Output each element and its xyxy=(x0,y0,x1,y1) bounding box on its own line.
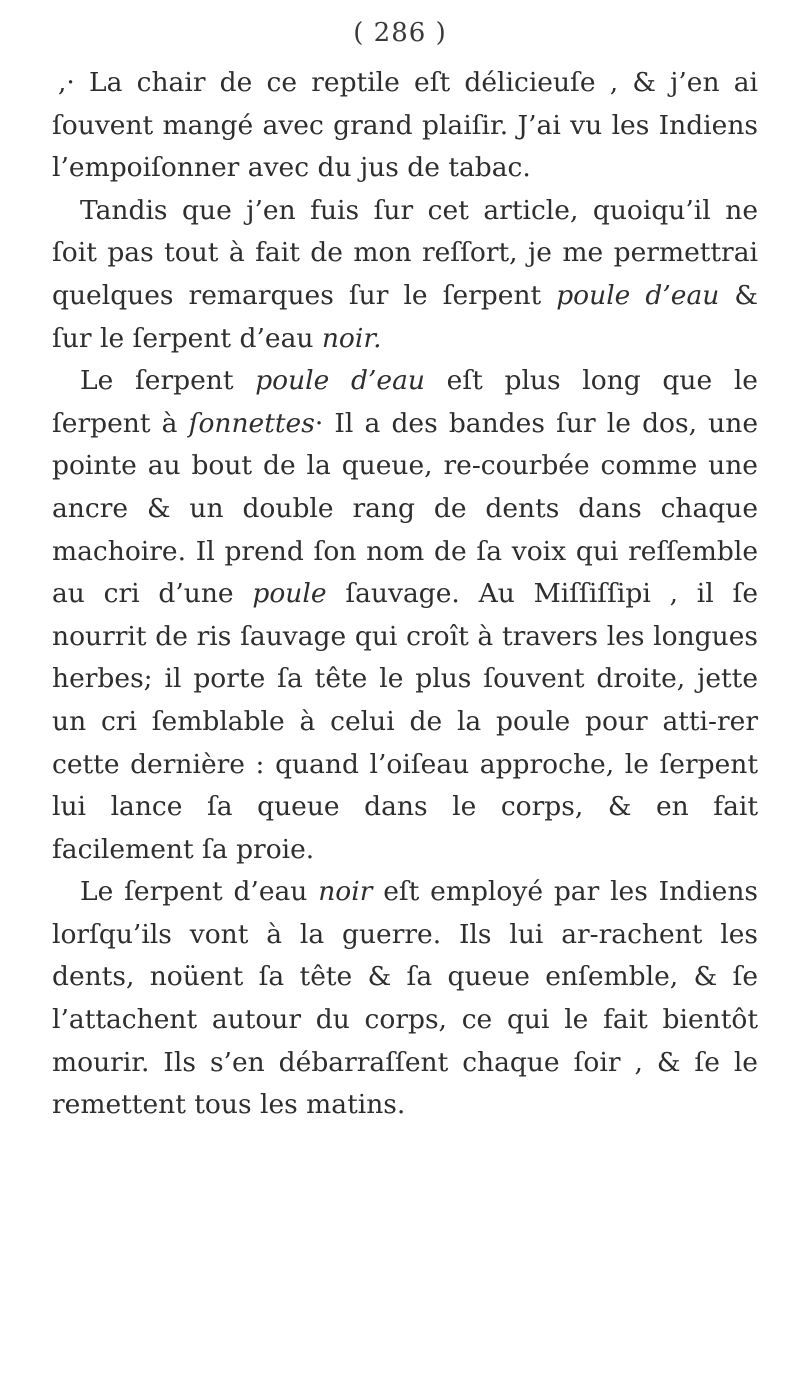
text-run: · Il a des bandes ſur le dos, une pointe au bout de la queue, re-courbée comme une ancre & un double rang de dents dans chaque machoire. Il prend ſon nom de ſa voix qui reſſemble au cri d’une xyxy=(52,407,758,610)
text-run: Le ſerpent d’eau xyxy=(80,876,319,908)
paragraph xyxy=(52,62,758,190)
page-number: ( 286 ) xyxy=(353,18,447,48)
paragraph xyxy=(52,190,758,360)
text-run: ,· La chair de ce reptile eſt délicieuſe , & j’en ai ſouvent mangé avec grand plaiſir. J’ai vu les Indiens l’empoiſonner avec du jus de tabac. xyxy=(52,67,758,184)
text-run: eſt employé par les Indiens lorſqu’ils vont à la guerre. Ils lui ar-rachent les dents, noüent ſa tête & ſa queue enſemble, & ſe l’attachent autour du corps, ce qui le fait bientôt mourir. Ils s’en débarraſſent chaque ſoir , & ſe le remettent tous les matins. xyxy=(52,876,758,1121)
body-text xyxy=(52,62,758,1127)
italic-text-run: poule d’eau xyxy=(255,365,425,397)
text-run: eſt plus long que le ſerpent à xyxy=(52,365,758,439)
text-run: Tandis que j’en fuis ſur cet article, quoiqu’il ne ſoit pas tout à fait de mon reſſort, je me permettrai quelques remarques ſur le ſerpent xyxy=(52,194,758,311)
italic-text-run: poule d’eau xyxy=(556,279,720,311)
text-run: Le ſerpent xyxy=(80,365,256,397)
italic-text-run: noir xyxy=(318,876,373,908)
text-run: ſauvage. Au Miſſiſſipi , il ſe nourrit de ris ſauvage qui croît à travers les longues herbes; il porte ſa tête le plus ſouvent droite, jette un cri ſemblable à celui de la poule pour atti-rer cette dernière : quand l’oiſeau approche, le ſerpent lui lance ſa queue dans le corps, & en fait facilement ſa proie. xyxy=(52,578,759,865)
paragraph xyxy=(52,360,758,871)
italic-text-run: poule xyxy=(252,578,327,610)
text-run: & ſur le ſerpent d’eau xyxy=(52,279,758,354)
paragraph xyxy=(52,871,758,1127)
italic-text-run: ſonnettes xyxy=(188,407,315,439)
italic-text-run: noir. xyxy=(321,322,382,354)
